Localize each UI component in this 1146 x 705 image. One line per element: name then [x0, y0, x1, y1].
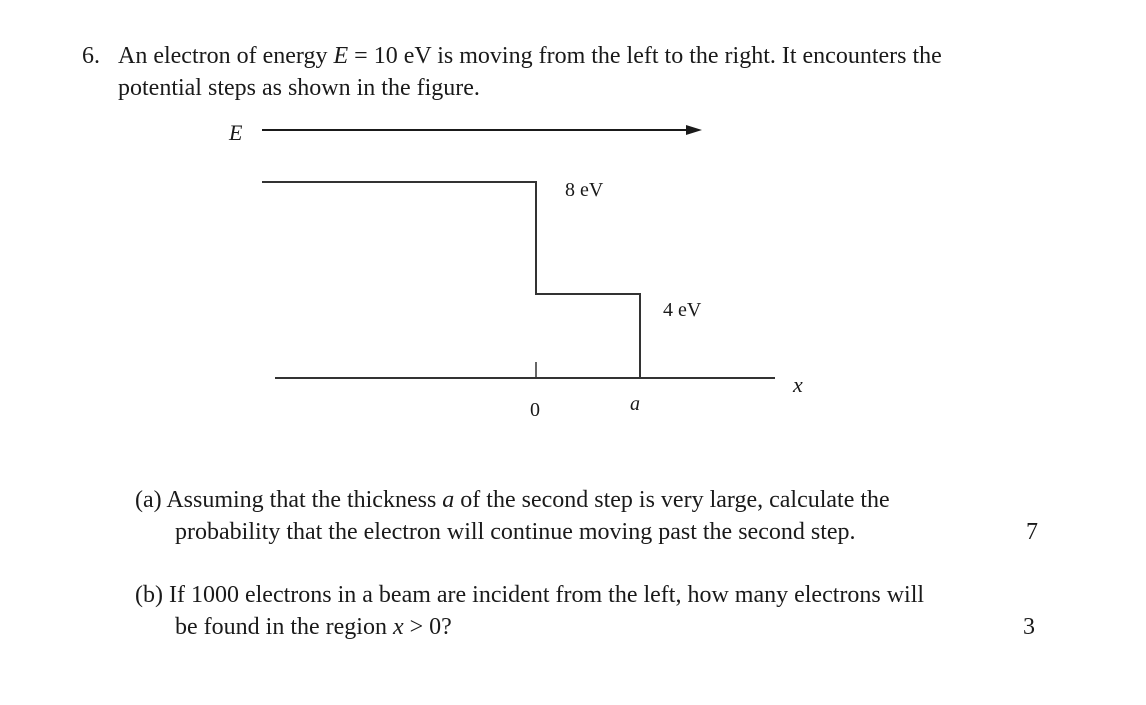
thickness-variable: a	[442, 487, 455, 513]
question-stem-line-2: potential steps as shown in the figure.	[118, 75, 480, 101]
question-number: 6.	[82, 43, 100, 69]
part-a-line-1	[135, 484, 1035, 516]
part-a-marks: 7	[1026, 519, 1038, 545]
stem-text: = 10 eV is moving from the left to the right. It encounters the	[348, 43, 942, 69]
a-label: a	[630, 393, 640, 415]
part-a-line-2: probability that the electron will continue moving past the second step.	[175, 519, 856, 545]
stem-text: An electron of energy	[118, 43, 334, 69]
potential-step-profile	[262, 182, 640, 378]
arrow-head-icon	[686, 125, 702, 135]
part-b-line-1: (b) If 1000 electrons in a beam are incident from the left, how many electrons will	[135, 582, 925, 608]
part-a	[135, 484, 1035, 548]
part-b-text: be found in the region	[175, 614, 393, 640]
step1-label: 8 eV	[565, 179, 604, 201]
energy-label: E	[229, 120, 243, 145]
part-a-text: (a) Assuming that the thickness	[135, 487, 443, 513]
step2-label: 4 eV	[663, 299, 702, 321]
part-b	[135, 579, 1040, 643]
origin-label: 0	[530, 399, 540, 421]
part-b-text: > 0?	[403, 614, 452, 640]
part-b-line-2	[135, 611, 1040, 643]
energy-variable: E	[333, 43, 349, 69]
x-axis-label: x	[793, 372, 803, 397]
part-b-marks: 3	[1023, 614, 1035, 640]
position-variable: x	[392, 614, 404, 640]
part-a-text: of the second step is very large, calculate the	[454, 487, 890, 513]
